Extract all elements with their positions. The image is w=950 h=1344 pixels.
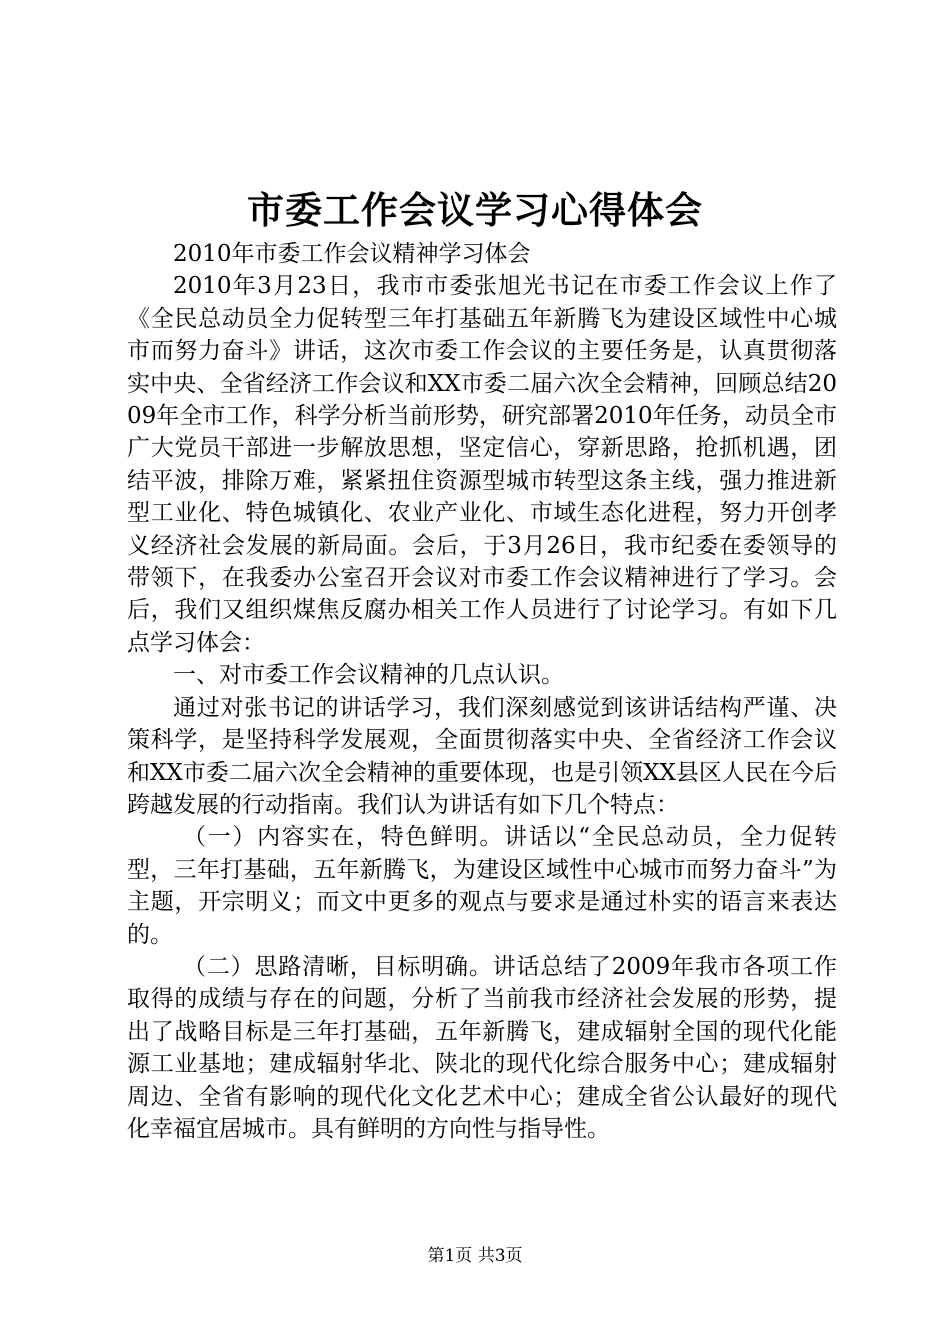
paragraph-intro: 2010年3月23日，我市市委张旭光书记在市委工作会议上作了《全民总动员全力促转型三年打基础五年新腾飞为建设区域性中心城市而努力奋斗》讲话，这次市委工作会议的主要任务是，认真贯彻落实中央、全省经济工作会议和XX市委二届六次全会精神，回顾总结2009年全市工作，科学分析当前形势，研究部署2010年任务，动员全市广大党员干部进一步解放思想，坚定信心，穿新思路，抢抓机遇，团结平波，排除万难，紧紧扭住资源型城市转型这条主线，强力推进新型工业化、特色城镇化、农业产业化、市域生态化进程，努力开创孝义经济社会发展的新局面。会后，于3月26日，我市纪委在委领导的带领下，在我委办公室召开会议对市委工作会议精神进行了学习。会后，我们又组织煤焦反腐办相关工作人员进行了讨论学习。有如下几点学习体会： bbox=[127, 273, 837, 656]
paragraph-understanding: 通过对张书记的讲话学习，我们深刻感觉到该讲话结构严谨、决策科学，是坚持科学发展观，全面贯彻落实中央、全省经济工作会议和XX市委二届六次全会精神的重要体现，也是引领XX县区人民在今后跨越发展的行动指南。我们认为讲话有如下几个特点： bbox=[127, 694, 837, 818]
document-body bbox=[127, 238, 837, 1145]
page-footer: 第1页 共3页 bbox=[427, 1246, 523, 1266]
paragraph-point-two: （二）思路清晰，目标明确。讲话总结了2009年我市各项工作取得的成绩与存在的问题，分析了当前我市经济社会发展的形势，提出了战略目标是三年打基础，五年新腾飞，建成辐射全国的现代化能源工业基地；建成辐射华北、陕北的现代化综合服务中心；建成辐射周边、全省有影响的现代化文化艺术中心；建成全省公认最好的现代化幸福宜居城市。具有鲜明的方向性与指导性。 bbox=[127, 953, 837, 1142]
paragraph-subtitle: 2010年市委工作会议精神学习体会 bbox=[173, 241, 531, 267]
paragraph-section-heading: 一、对市委工作会议精神的几点认识。 bbox=[173, 662, 564, 689]
document-title: 市委工作会议学习心得体会 bbox=[247, 188, 703, 232]
paragraph-point-one: （一）内容实在，特色鲜明。讲话以“全民总动员，全力促转型，三年打基础，五年新腾飞，为建设区域性中心城市而努力奋斗”为主题，开宗明义；而文中更多的观点与要求是通过朴实的语言来表达的。 bbox=[127, 824, 837, 948]
